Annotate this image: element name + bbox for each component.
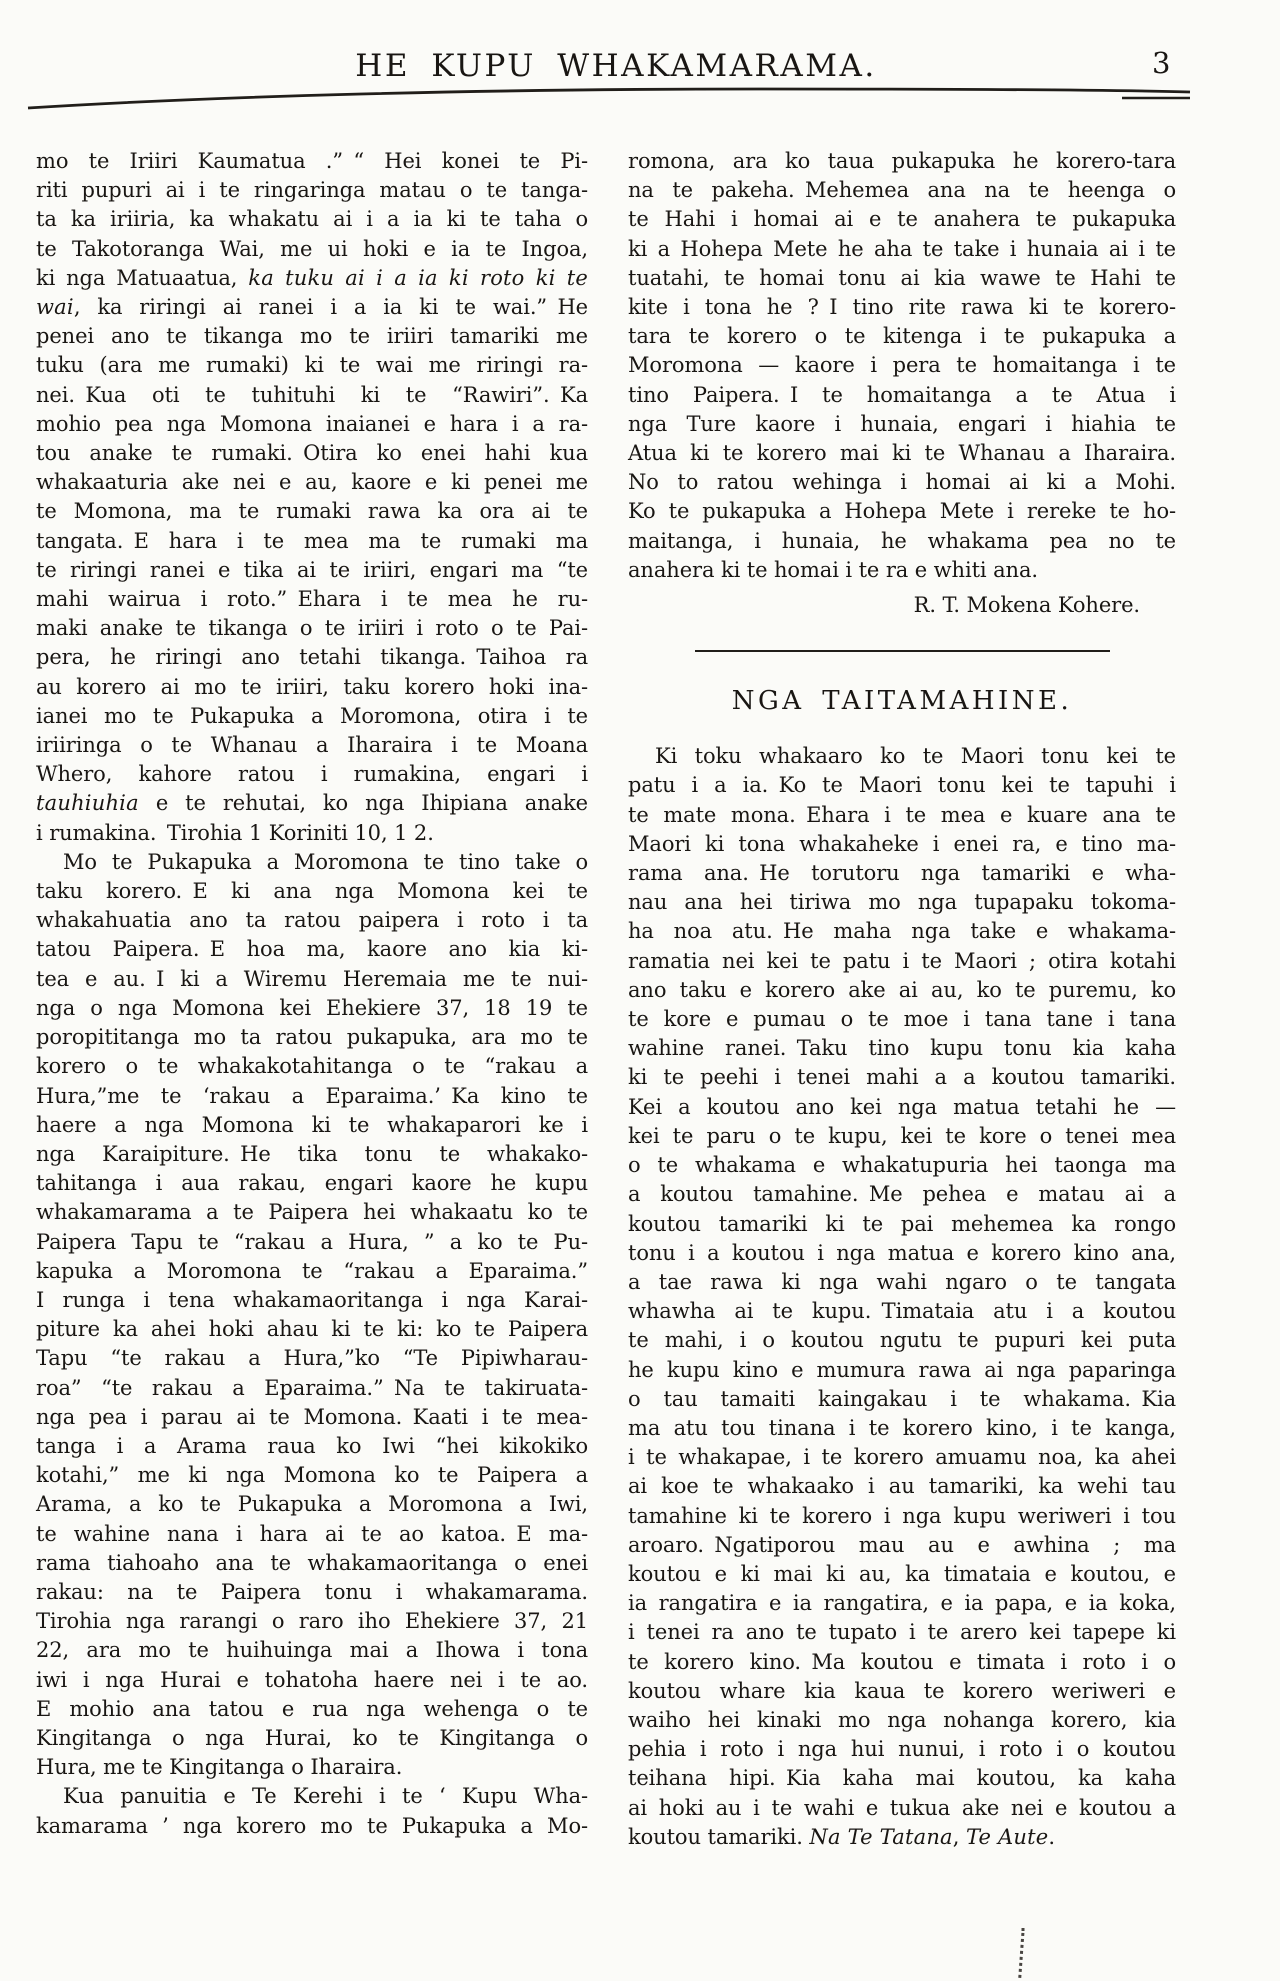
text-line: E mohio ana tatou e rua nga wehenga o te — [36, 1696, 588, 1721]
text-line: iwi i nga Hurai e tohatoha haere nei i te ao. — [36, 1667, 588, 1692]
text-line: he kupu kino e mumura rawa ai nga paparinga — [628, 1357, 1176, 1382]
text-line: anahera ki te homai i te ra e whiti ana. — [628, 557, 1038, 582]
text-line: ki a Hohepa Mete he aha te take i hunaia ai i te — [628, 236, 1176, 261]
text-line: tangata. E hara i te mea ma te rumaki ma — [36, 528, 588, 553]
text-line: maki anake te tikanga o te iriiri i roto o te Pai- — [36, 616, 588, 641]
text-line: au korero ai mo te iriiri, taku korero hoki ina- — [36, 674, 588, 699]
text-line: taku korero. E ki ana nga Momona kei te — [36, 879, 588, 904]
text-line: te Momona, ma te rumaki rawa ka ora ai te — [36, 499, 588, 524]
text-line: whakaaturia ake nei e au, kaore e ki penei me — [36, 470, 588, 495]
text-line: te Takotoranga Wai, me ui hoki e ia te Ingoa, — [36, 236, 588, 261]
text-line: ki te peehi i tenei mahi a a koutou tamariki. — [628, 1065, 1176, 1090]
text-line: haere a nga Momona ki te whakaparori ke i — [36, 1112, 588, 1137]
text-line: ai hoki au i te wahi e tukua ake nei e koutou a — [628, 1795, 1176, 1820]
signature-line: R. T. Mokena Kohere. — [913, 593, 1140, 618]
text-line: whakamarama a te Paipera hei whakaatu ko te — [36, 1200, 588, 1225]
text-line: ano taku e korero ake ai au, ko te puremu, ko — [628, 977, 1176, 1002]
text-line: I runga i tena whakamaoritanga i nga Karai- — [36, 1287, 588, 1312]
text-line: rama ana. He torutoru nga tamariki e wha- — [628, 861, 1176, 886]
text-line: kei te paru o te kupu, kei te kore o tenei mea — [628, 1123, 1176, 1148]
text-line: i rumakina. Tirohia 1 Koriniti 10, 1 2. — [36, 820, 434, 845]
text-line: Atua ki te korero mai ki te Whanau a Iharaira. — [628, 441, 1176, 466]
left-column — [36, 147, 588, 1852]
text-line: na te pakeha. Mehemea ana na te heenga o — [628, 178, 1176, 203]
text-line: poropititanga mo ta ratou pukapuka, ara mo te — [36, 1025, 588, 1050]
text-line: Paipera Tapu te “rakau a Hura, ” a ko te Pu- — [36, 1229, 588, 1254]
text-line: tuatahi, te homai tonu ai kia wawe te Hahi te — [628, 265, 1176, 290]
text-line: korero o te whakakotahitanga o te “rakau a — [36, 1054, 588, 1079]
text-line: roa” “te rakau a Eparaima.” Na te takiruata- — [36, 1375, 588, 1400]
text-line: o te whakama e whakatupuria hei taonga ma — [628, 1153, 1176, 1178]
text-line: koutou tamariki ki te pai mehemea ka rongo — [628, 1211, 1176, 1236]
text-line: tahitanga i aua rakau, engari kaore he kupu — [36, 1171, 588, 1196]
text-line: ai koe te whakaako i au tamariki, ka wehi tau — [628, 1474, 1176, 1499]
text-line: nga Ture kaore i hunaia, engari i hiahia te — [628, 411, 1176, 436]
text-line: ma atu tou tinana i te korero kino, i te kanga, — [628, 1415, 1176, 1440]
text-line: pera, he riringi ano tetahi tikanga. Taihoa ra — [36, 645, 588, 670]
text-line: whakahuatia ano ta ratou paipera i roto i ta — [36, 908, 588, 933]
text-line: tanga i a Arama raua ko Iwi “hei kikokiko — [36, 1433, 588, 1458]
text-line: tamahine ki te korero i nga kupu weriweri i tou — [628, 1503, 1176, 1528]
text-line: a tae rawa ki nga wahi ngaro o te tangata — [628, 1269, 1176, 1294]
text-line: i tenei ra ano te tupato i te arero kei tapepe ki — [628, 1620, 1176, 1645]
text-line: tino Paipera. I te homaitanga a te Atua i — [628, 382, 1176, 407]
text-line: te Hahi i homai ai e te anahera te pukapuka — [628, 207, 1176, 232]
text-line: kamarama ’ nga korero mo te Pukapuka a Mo- — [36, 1813, 588, 1838]
text-line: mo te Iriiri Kaumatua .” “ Hei konei te Pi- — [36, 149, 588, 173]
text-line: rakau: na te Paipera tonu i whakamarama. — [36, 1579, 588, 1604]
text-line: te riringi ranei e tika ai te iriiri, engari ma “te — [36, 557, 588, 582]
text-line: tara te korero o te kitenga i te pukapuka a — [628, 324, 1176, 349]
text-line: kotahi,” me ki nga Momona ko te Paipera a — [36, 1463, 588, 1488]
text-line: Hura,”me te ‘rakau a Eparaima.’ Ka kino te — [36, 1083, 588, 1108]
text-line: whawha ai te kupu. Timataia atu i a koutou — [628, 1299, 1176, 1324]
section-divider — [695, 650, 1110, 652]
text-line: penei ano te tikanga mo te iriiri tamariki me — [36, 324, 588, 349]
text-line: rama tiahoaho ana te whakamaoritanga o enei — [36, 1550, 588, 1575]
text-line: tea e au. I ki a Wiremu Heremaia me te nui- — [36, 966, 588, 991]
text-line: Hura, me te Kingitanga o Iharaira. — [36, 1755, 403, 1780]
text-line: te korero kino. Ma koutou e timata i roto i o — [628, 1649, 1176, 1674]
text-line: Kua panuitia e Te Kerehi i te ‘ Kupu Wha- — [63, 1784, 588, 1809]
text-line: tuku (ara me rumaki) ki te wai me riringi ra- — [36, 353, 588, 378]
text-line: te wahine nana i hara ai te ao katoa. E ma- — [36, 1521, 588, 1546]
text-line: ki nga Matuaatua, ka tuku ai i a ia ki roto ki te — [36, 265, 588, 290]
text-line: Kingitanga o nga Hurai, ko te Kingitanga o — [36, 1725, 588, 1750]
text-line: tou anake te rumaki. Otira ko enei hahi kua — [36, 441, 588, 466]
text-line: Tapu “te rakau a Hura,”ko “Te Pipiwharau- — [36, 1346, 588, 1371]
text-line: nga o nga Momona kei Ehekiere 37, 18 19 te — [36, 995, 588, 1020]
page-number: 3 — [1152, 46, 1171, 80]
text-line: i te whakapae, i te korero amuamu noa, ka ahei — [628, 1445, 1176, 1470]
text-line: maitanga, i hunaia, he whakama pea no te — [628, 528, 1176, 553]
text-line: wai, ka riringi ai ranei i a ia ki te wai.” He — [36, 295, 588, 320]
text-line: kite i tona he ? I tino rite rawa ki te korero- — [628, 295, 1176, 320]
text-line: ia rangatira e ia rangatira, e ia papa, e ia koka, — [628, 1591, 1176, 1616]
text-line: iriiringa o te Whanau a Iharaira i te Moana — [36, 733, 588, 758]
text-line: tonu i a koutou i nga matua e korero kino ana, — [628, 1240, 1176, 1265]
text-line: mohio pea nga Momona inaianei e hara i a ra- — [36, 411, 588, 436]
text-line: nei. Kua oti te tuhituhi ki te “Rawiri”. Ka — [36, 382, 588, 407]
text-line: Mo te Pukapuka a Moromona te tino take o — [63, 849, 588, 874]
text-line: waiho hei kinaki mo nga nohanga korero, kia — [628, 1707, 1176, 1732]
text-line: te kore e pumau o te moe i tana tane i tana — [628, 1007, 1176, 1032]
section-heading: NGA TAITAMAHINE. — [731, 686, 1073, 717]
masthead — [0, 0, 1280, 150]
text-line: aroaro. Ngatiporou mau au e awhina ; ma — [628, 1532, 1176, 1557]
text-line: kapuka a Moromona te “rakau a Eparaima.” — [36, 1258, 588, 1283]
text-line: koutou tamariki. Na Te Tatana, Te Aute. — [628, 1824, 1055, 1849]
text-line: Arama, a ko te Pukapuka a Moromona a Iwi, — [36, 1492, 588, 1517]
text-line: nga pea i parau ai te Momona. Kaati i te mea- — [36, 1404, 588, 1429]
page-title: HE KUPU WHAKAMARAMA. — [355, 48, 877, 84]
text-line: pehia i roto i nga hui nunui, i roto i o koutou — [628, 1737, 1176, 1762]
text-line: wahine ranei. Taku tino kupu tonu kia kaha — [628, 1036, 1176, 1061]
text-line: ianei mo te Pukapuka a Moromona, otira i te — [36, 703, 588, 728]
text-line: a koutou tamahine. Me pehea e matau ai a — [628, 1182, 1176, 1207]
right-column — [628, 147, 1176, 1852]
text-line: koutou whare kia kaua te korero weriweri e — [628, 1678, 1176, 1703]
text-line: riti pupuri ai i te ringaringa matau o te tanga- — [36, 178, 588, 203]
text-line: 22, ara mo te huihuinga mai a Ihowa i tona — [36, 1638, 588, 1663]
text-line: te mahi, i o koutou ngutu te pupuri kei puta — [628, 1328, 1176, 1353]
text-line: Moromona — kaore i pera te homaitanga i te — [628, 353, 1176, 378]
text-line: No to ratou wehinga i homai ai ki a Mohi. — [628, 470, 1176, 495]
text-line: teihana hipi. Kia kaha mai koutou, ka kaha — [628, 1766, 1176, 1791]
text-line: Whero, kahore ratou i rumakina, engari i — [36, 762, 588, 787]
text-line: tatou Paipera. E hoa ma, kaore ano kia ki- — [36, 937, 588, 962]
text-line: koutou e ki mai ki au, ka timataia e koutou, e — [628, 1561, 1176, 1586]
text-line: o tau tamaiti kaingakau i te whakama. Kia — [628, 1386, 1176, 1411]
text-line: Ki toku whakaaro ko te Maori tonu kei te — [655, 744, 1176, 769]
text-line: nau ana hei tiriwa mo nga tupapaku tokoma- — [628, 890, 1176, 915]
masthead-rule — [0, 56, 1280, 116]
text-line: ramatia nei kei te patu i te Maori ; otira kotahi — [628, 948, 1176, 973]
text-line: Tirohia nga rarangi o raro iho Ehekiere 37, 21 — [36, 1609, 588, 1634]
text-line: romona, ara ko taua pukapuka he korero-tara — [628, 149, 1176, 173]
text-line: ta ka iriiria, ka whakatu ai i a ia ki te taha o — [36, 207, 588, 232]
text-line: patu i a ia. Ko te Maori tonu kei te tapuhi i — [628, 773, 1176, 798]
page-body — [36, 147, 1176, 1852]
text-line: nga Karaipiture. He tika tonu te whakako- — [36, 1141, 588, 1166]
text-line: ha noa atu. He maha nga take e whakama- — [628, 919, 1176, 944]
text-line: Ko te pukapuka a Hohepa Mete i rereke te ho- — [628, 499, 1176, 524]
text-line: Maori ki tona whakaheke i enei ra, e tino ma- — [628, 831, 1176, 856]
text-line: te mate mona. Ehara i te mea e kuare ana te — [628, 802, 1176, 827]
text-line: piture ka ahei hoki ahau ki te ki: ko te Paipera — [36, 1317, 588, 1342]
text-line: Kei a koutou ano kei nga matua tetahi he — — [628, 1094, 1176, 1119]
ink-speck — [1018, 1928, 1027, 1978]
text-line: tauhiuhia e te rehutai, ko nga Ihipiana anake — [36, 791, 588, 816]
text-line: mahi wairua i roto.” Ehara i te mea he ru- — [36, 587, 588, 612]
